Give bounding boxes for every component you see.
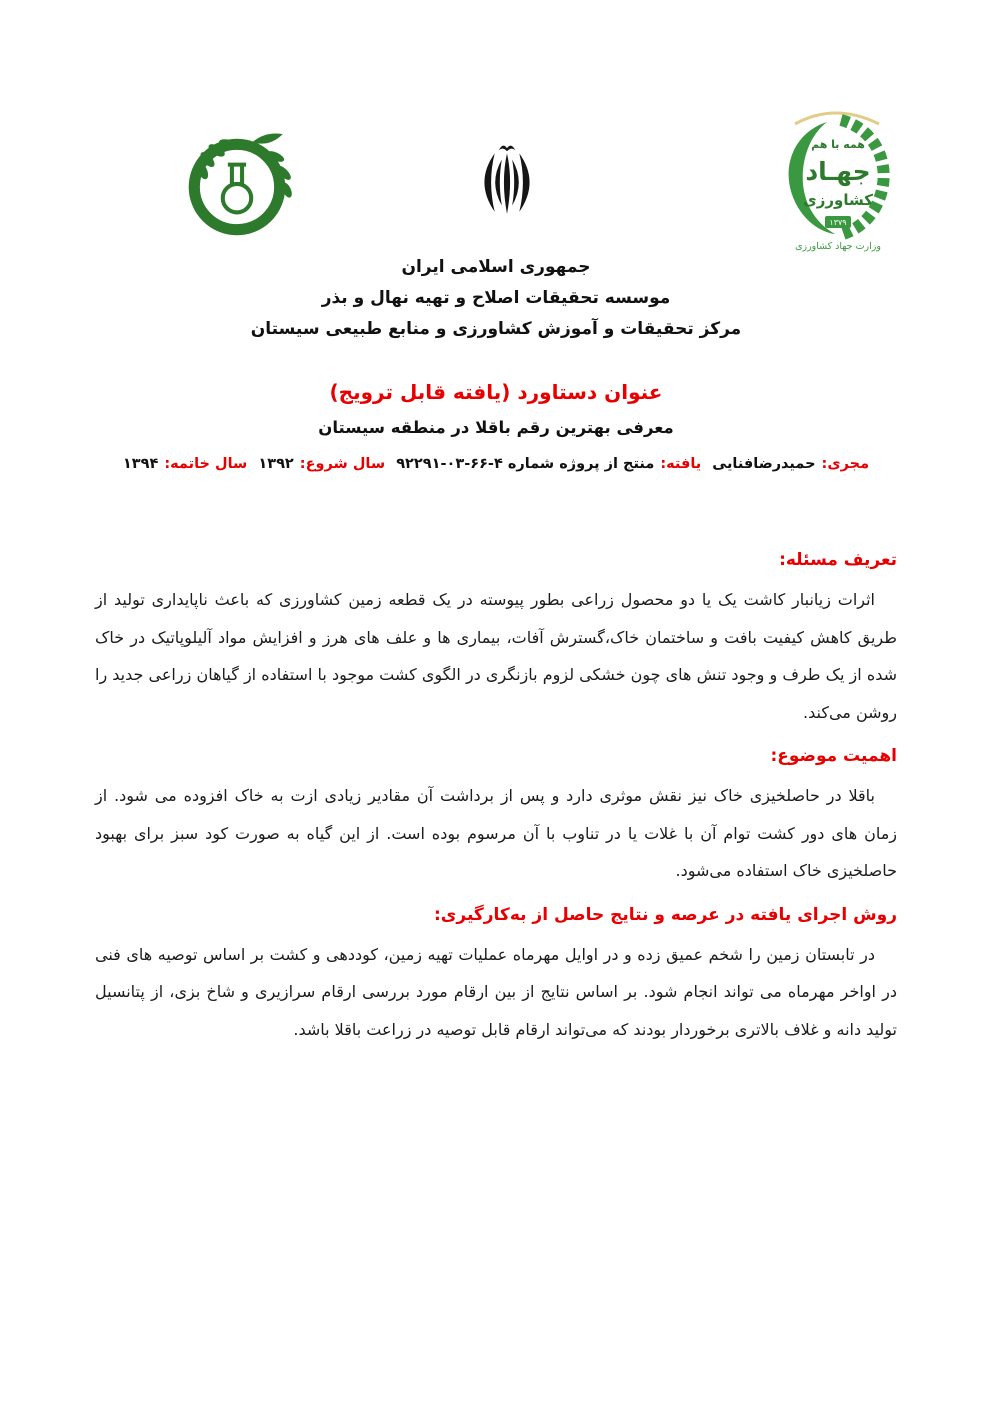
header-country: جمهوری اسلامی ایران — [401, 257, 591, 277]
achievement-subtitle: معرفی بهترین رقم باقلا در منطقه سیستان — [318, 418, 674, 437]
header-block — [0, 252, 992, 345]
jahad-sub-text: کشاورزی — [803, 191, 873, 209]
jahad-main-text: جهـاد — [805, 157, 871, 186]
jahad-year: ۱۳۷۹ — [829, 218, 847, 227]
header-institute: موسسه تحقیقات اصلاح و تهیه نهال و بذر — [321, 288, 671, 308]
svg-text:موسسه تحقیقات اصلاح و تهیه نها — [176, 126, 181, 128]
end-year-label: سال خاتمه: — [164, 456, 248, 472]
document-body — [95, 545, 897, 1048]
executor-value: حمیدرضافنایی — [712, 456, 816, 472]
header-center: مرکز تحقیقات و آموزش کشاورزی و منابع طبیعی سیستان — [250, 319, 742, 339]
start-year-label: سال شروع: — [299, 456, 386, 472]
achievement-title: عنوان دستاورد (یافته قابل ترویج) — [329, 380, 663, 404]
svg-text:Seed and Plant Improvement Ins — [176, 126, 181, 128]
section-heading-method-results: روش اجرای یافته در عرصه و نتایج حاصل از به‌کارگیری: — [433, 904, 897, 925]
jahad-keshavarzi-icon — [764, 108, 910, 258]
seed-plant-institute-logo — [176, 126, 300, 248]
institute-caption-fa — [176, 126, 181, 128]
start-year-value: ۱۳۹۲ — [258, 456, 294, 472]
section-heading-importance: اهمیت موضوع: — [770, 746, 897, 766]
iran-emblem-icon — [474, 140, 540, 220]
end-year-value: ۱۳۹۴ — [122, 456, 159, 472]
section-heading-problem-definition: تعریف مسئله: — [779, 550, 897, 570]
section-body-problem-definition: اثرات زیانبار کاشت یک یا دو محصول زراعی بطور پیوسته در یک قطعه زمین کشاورزی که باعث ناپایداری تولید از طریق کاهش کیفیت بافت و ساختمان خاک،گسترش آفات، بیماری ها و علف های هرز و افزایش مواد آلیلوپاتیک در خاک شده از یک طرف و وجود تنش های چون خشکی لزوم بازنگری در الگوی کشت موجود با استفاده از گیاهان زراعی جدید را روشن می‌کند. — [95, 590, 897, 722]
seed-plant-institute-icon — [176, 126, 300, 248]
finding-value: منتج از پروژه شماره ۴-۶۶-۰۳-۹۲۲۹۱ — [396, 456, 655, 472]
project-meta-line — [0, 456, 992, 472]
jahad-bottom-caption: وزارت جهاد کشاورزی — [795, 241, 881, 252]
section-body-method-results: در تابستان زمین را شخم عمیق زده و در اوایل مهرماه عملیات تهیه زمین، کوددهی و کشت بر اساس توصیه های فنی در اواخر مهرماه می تواند انجام شود. بر اساس نتایج از بین ارقام مورد بررسی ارقام سرازیری و شاخ بزی، از پتانسیل تولید دانه و غلاف بالاتری برخوردار بودند که می‌تواند ارقام قابل توصیه در زراعت باقلا باشد. — [95, 944, 897, 1039]
iran-emblem-logo — [474, 140, 540, 220]
institute-caption-en — [176, 126, 181, 128]
finding-label: یافته: — [660, 456, 702, 472]
section-body-importance: باقلا در حاصلخیزی خاک نیز نقش موثری دارد و پس از برداشت آن مقادیر زیادی ازت به خاک افزوده می شود. از زمان های دور کشت توام آن با غلات یا در تناوب با آن مرسوم بوده است. از این گیاه به صورت کود سبز برای بهبود حاصلخیزی خاک استفاده می‌شود. — [95, 786, 897, 880]
jahad-keshavarzi-logo — [764, 108, 910, 258]
jahad-top-text: همه با هم — [811, 138, 865, 151]
executor-label: مجری: — [821, 456, 870, 472]
